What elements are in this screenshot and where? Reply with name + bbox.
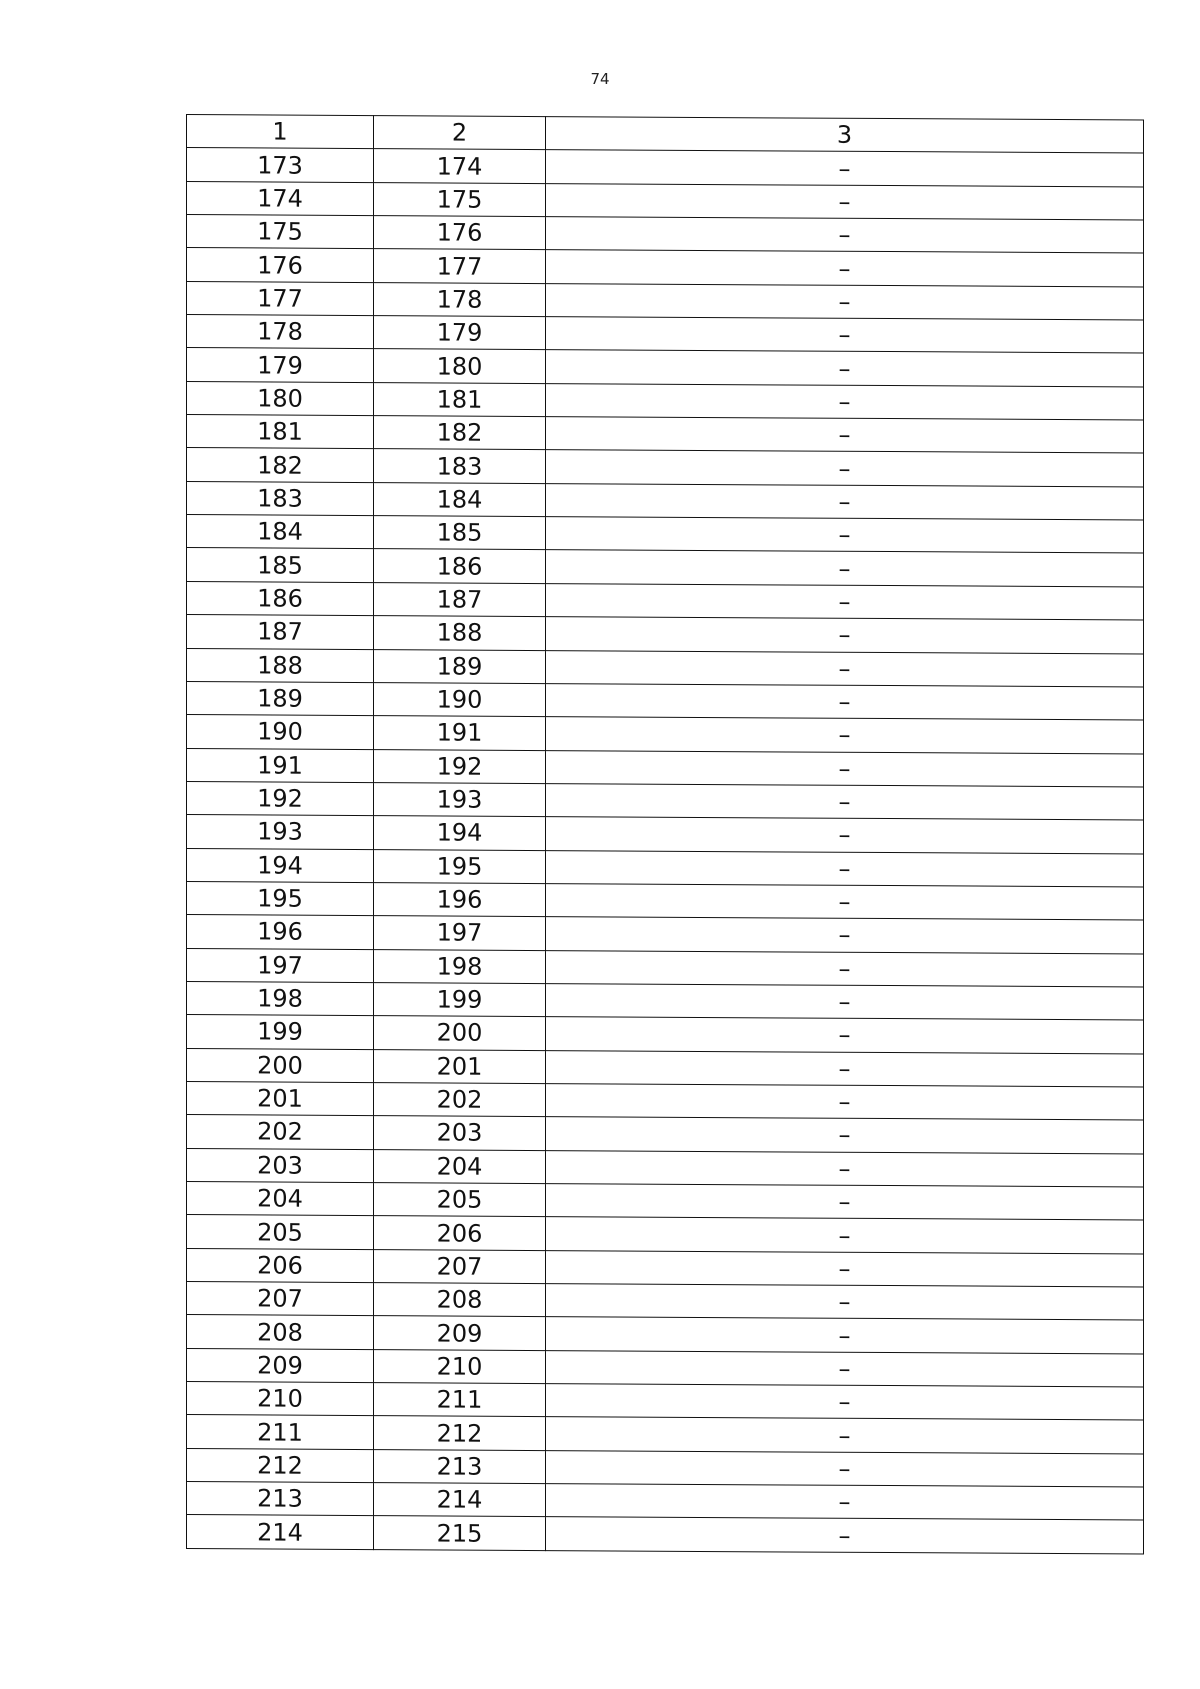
table-cell-col-2: 175 xyxy=(374,182,546,216)
table-cell-col-1: 195 xyxy=(187,881,374,915)
table-cell-col-2: 194 xyxy=(374,816,546,850)
table-row xyxy=(187,848,1144,887)
table-row xyxy=(187,815,1144,854)
table-cell-col-3: – xyxy=(546,1084,1144,1121)
table-cell-col-3: – xyxy=(546,517,1144,554)
table-row xyxy=(187,1248,1144,1287)
table-cell-col-1: 173 xyxy=(187,148,374,182)
table-cell-col-3: – xyxy=(546,1450,1144,1487)
table-cell-col-3: – xyxy=(546,1150,1144,1187)
table-row xyxy=(187,1215,1144,1254)
table-cell-col-3: – xyxy=(546,617,1144,654)
table-cell-col-2: 182 xyxy=(374,416,546,450)
table-row xyxy=(187,248,1144,287)
table-cell-col-3: – xyxy=(546,1317,1144,1354)
table-cell-col-1: 206 xyxy=(187,1248,374,1282)
table-cell-col-3: – xyxy=(546,650,1144,687)
table-row xyxy=(187,681,1144,720)
table-cell-col-2: 201 xyxy=(374,1049,546,1083)
table-row xyxy=(187,148,1144,187)
table-row xyxy=(187,1415,1144,1454)
table-cell-col-3: – xyxy=(546,550,1144,587)
table-cell-col-3: – xyxy=(546,683,1144,720)
table-cell-col-2: 186 xyxy=(374,549,546,583)
table-cell-col-1: 204 xyxy=(187,1182,374,1216)
table-row xyxy=(187,1081,1144,1120)
table-cell-col-1: 209 xyxy=(187,1348,374,1382)
table-body xyxy=(187,115,1144,1554)
table-cell-col-1: 183 xyxy=(187,481,374,515)
table-cell-col-3: – xyxy=(546,984,1144,1021)
table-cell-col-3: – xyxy=(546,917,1144,954)
table-cell-col-1: 200 xyxy=(187,1048,374,1082)
table-cell-col-1: 199 xyxy=(187,1015,374,1049)
table-cell-col-1: 196 xyxy=(187,915,374,949)
table-cell-col-3: – xyxy=(546,1284,1144,1321)
table-cell-col-2: 210 xyxy=(374,1349,546,1383)
table-row xyxy=(187,1348,1144,1387)
table-header-row xyxy=(187,115,1144,154)
table-cell-col-1: 194 xyxy=(187,848,374,882)
table-row xyxy=(187,915,1144,954)
table-cell-col-3: – xyxy=(546,717,1144,754)
table-row xyxy=(187,615,1144,654)
table-cell-col-2: 185 xyxy=(374,516,546,550)
table-cell-col-1: 202 xyxy=(187,1115,374,1149)
table-cell-col-3: – xyxy=(546,1017,1144,1054)
table-cell-col-3: – xyxy=(546,1417,1144,1454)
table-row xyxy=(187,1448,1144,1487)
table-cell-col-1: 190 xyxy=(187,715,374,749)
table-row xyxy=(187,381,1144,420)
table-cell-col-2: 203 xyxy=(374,1116,546,1150)
table-row xyxy=(187,648,1144,687)
table-cell-col-1: 176 xyxy=(187,248,374,282)
table-row xyxy=(187,948,1144,987)
table-row xyxy=(187,481,1144,520)
table-row xyxy=(187,881,1144,920)
table-cell-col-1: 203 xyxy=(187,1148,374,1182)
table-row xyxy=(187,1482,1144,1521)
table-cell-col-2: 196 xyxy=(374,882,546,916)
table-cell-col-2: 178 xyxy=(374,282,546,316)
table-cell-col-1: 177 xyxy=(187,281,374,315)
table-cell-col-1: 197 xyxy=(187,948,374,982)
table-cell-col-3: – xyxy=(546,883,1144,920)
table-cell-col-3: – xyxy=(546,1117,1144,1154)
table-cell-col-1: 205 xyxy=(187,1215,374,1249)
header-cell-col-2: 2 xyxy=(374,116,546,150)
table-cell-col-2: 215 xyxy=(374,1516,546,1550)
table-cell-col-2: 192 xyxy=(374,749,546,783)
table-row xyxy=(187,281,1144,320)
table-cell-col-1: 188 xyxy=(187,648,374,682)
table-cell-col-2: 174 xyxy=(374,149,546,183)
table-cell-col-2: 177 xyxy=(374,249,546,283)
table-cell-col-3: – xyxy=(546,450,1144,487)
table-cell-col-1: 208 xyxy=(187,1315,374,1349)
table-cell-col-2: 207 xyxy=(374,1249,546,1283)
table-cell-col-3: – xyxy=(546,1250,1144,1287)
table-container xyxy=(186,114,1143,1554)
table-cell-col-2: 184 xyxy=(374,482,546,516)
table-cell-col-3: – xyxy=(546,1050,1144,1087)
table-cell-col-3: – xyxy=(546,850,1144,887)
table-cell-col-3: – xyxy=(546,1484,1144,1521)
table-row xyxy=(187,981,1144,1020)
table-cell-col-1: 210 xyxy=(187,1382,374,1416)
table-cell-col-2: 212 xyxy=(374,1416,546,1450)
table-cell-col-2: 181 xyxy=(374,382,546,416)
table-cell-col-2: 205 xyxy=(374,1183,546,1217)
table-cell-col-3: – xyxy=(546,1517,1144,1554)
table-cell-col-3: – xyxy=(546,750,1144,787)
table-row xyxy=(187,1515,1144,1554)
table-cell-col-1: 184 xyxy=(187,515,374,549)
table-cell-col-1: 187 xyxy=(187,615,374,649)
table-cell-col-1: 201 xyxy=(187,1081,374,1115)
table-cell-col-2: 206 xyxy=(374,1216,546,1250)
table-cell-col-1: 178 xyxy=(187,315,374,349)
table-cell-col-1: 211 xyxy=(187,1415,374,1449)
table-cell-col-1: 207 xyxy=(187,1282,374,1316)
table-cell-col-2: 214 xyxy=(374,1483,546,1517)
table-cell-col-2: 187 xyxy=(374,582,546,616)
table-cell-col-3: – xyxy=(546,217,1144,254)
table-cell-col-3: – xyxy=(546,317,1144,354)
table-row xyxy=(187,348,1144,387)
table-cell-col-1: 214 xyxy=(187,1515,374,1549)
table-row xyxy=(187,1315,1144,1354)
table-cell-col-3: – xyxy=(546,1384,1144,1421)
table-cell-col-2: 176 xyxy=(374,216,546,250)
table-row xyxy=(187,748,1144,787)
table-cell-col-1: 189 xyxy=(187,681,374,715)
header-cell-col-3: 3 xyxy=(546,117,1144,154)
table-cell-col-3: – xyxy=(546,783,1144,820)
table-cell-col-1: 179 xyxy=(187,348,374,382)
table-cell-col-2: 180 xyxy=(374,349,546,383)
table-row xyxy=(187,448,1144,487)
table-cell-col-1: 198 xyxy=(187,981,374,1015)
table-cell-col-3: – xyxy=(546,1217,1144,1254)
table-row xyxy=(187,1115,1144,1154)
table-cell-col-2: 195 xyxy=(374,849,546,883)
table-cell-col-1: 175 xyxy=(187,215,374,249)
table-cell-col-1: 185 xyxy=(187,548,374,582)
table-cell-col-2: 183 xyxy=(374,449,546,483)
table-cell-col-1: 212 xyxy=(187,1448,374,1482)
table-row xyxy=(187,781,1144,820)
table-row xyxy=(187,1048,1144,1087)
table-cell-col-1: 174 xyxy=(187,181,374,215)
header-cell-col-1: 1 xyxy=(187,115,374,149)
table-cell-col-1: 192 xyxy=(187,781,374,815)
table-cell-col-2: 213 xyxy=(374,1449,546,1483)
table-cell-col-3: – xyxy=(546,483,1144,520)
page-number: 74 xyxy=(590,70,610,88)
table-cell-col-2: 179 xyxy=(374,316,546,350)
table-cell-col-1: 193 xyxy=(187,815,374,849)
table-cell-col-3: – xyxy=(546,817,1144,854)
table-row xyxy=(187,581,1144,620)
table-row xyxy=(187,515,1144,554)
table-cell-col-3: – xyxy=(546,150,1144,187)
table-cell-col-2: 200 xyxy=(374,1016,546,1050)
table-cell-col-2: 193 xyxy=(374,782,546,816)
table-cell-col-1: 191 xyxy=(187,748,374,782)
table-row xyxy=(187,181,1144,220)
table-row xyxy=(187,548,1144,587)
table-row xyxy=(187,1382,1144,1421)
table-cell-col-3: – xyxy=(546,417,1144,454)
table-cell-col-3: – xyxy=(546,383,1144,420)
table-cell-col-1: 182 xyxy=(187,448,374,482)
table-cell-col-2: 209 xyxy=(374,1316,546,1350)
table-cell-col-1: 186 xyxy=(187,581,374,615)
table-cell-col-3: – xyxy=(546,183,1144,220)
table-cell-col-2: 188 xyxy=(374,616,546,650)
table-cell-col-1: 181 xyxy=(187,415,374,449)
table-row xyxy=(187,1015,1144,1054)
table-cell-col-3: – xyxy=(546,1184,1144,1221)
table-cell-col-2: 197 xyxy=(374,916,546,950)
table-cell-col-2: 204 xyxy=(374,1149,546,1183)
table-cell-col-3: – xyxy=(546,1350,1144,1387)
table-row xyxy=(187,1148,1144,1187)
data-table xyxy=(186,114,1144,1554)
table-cell-col-3: – xyxy=(546,250,1144,287)
table-cell-col-2: 189 xyxy=(374,649,546,683)
table-row xyxy=(187,415,1144,454)
table-cell-col-2: 198 xyxy=(374,949,546,983)
table-cell-col-3: – xyxy=(546,950,1144,987)
table-cell-col-1: 213 xyxy=(187,1482,374,1516)
table-cell-col-3: – xyxy=(546,283,1144,320)
table-row xyxy=(187,215,1144,254)
table-row xyxy=(187,1182,1144,1221)
table-cell-col-1: 180 xyxy=(187,381,374,415)
table-cell-col-2: 199 xyxy=(374,983,546,1017)
table-cell-col-2: 191 xyxy=(374,716,546,750)
table-row xyxy=(187,315,1144,354)
table-cell-col-2: 211 xyxy=(374,1383,546,1417)
table-row xyxy=(187,1282,1144,1321)
table-cell-col-3: – xyxy=(546,350,1144,387)
table-cell-col-2: 190 xyxy=(374,682,546,716)
table-cell-col-2: 202 xyxy=(374,1083,546,1117)
table-cell-col-3: – xyxy=(546,583,1144,620)
table-cell-col-2: 208 xyxy=(374,1283,546,1317)
table-row xyxy=(187,715,1144,754)
